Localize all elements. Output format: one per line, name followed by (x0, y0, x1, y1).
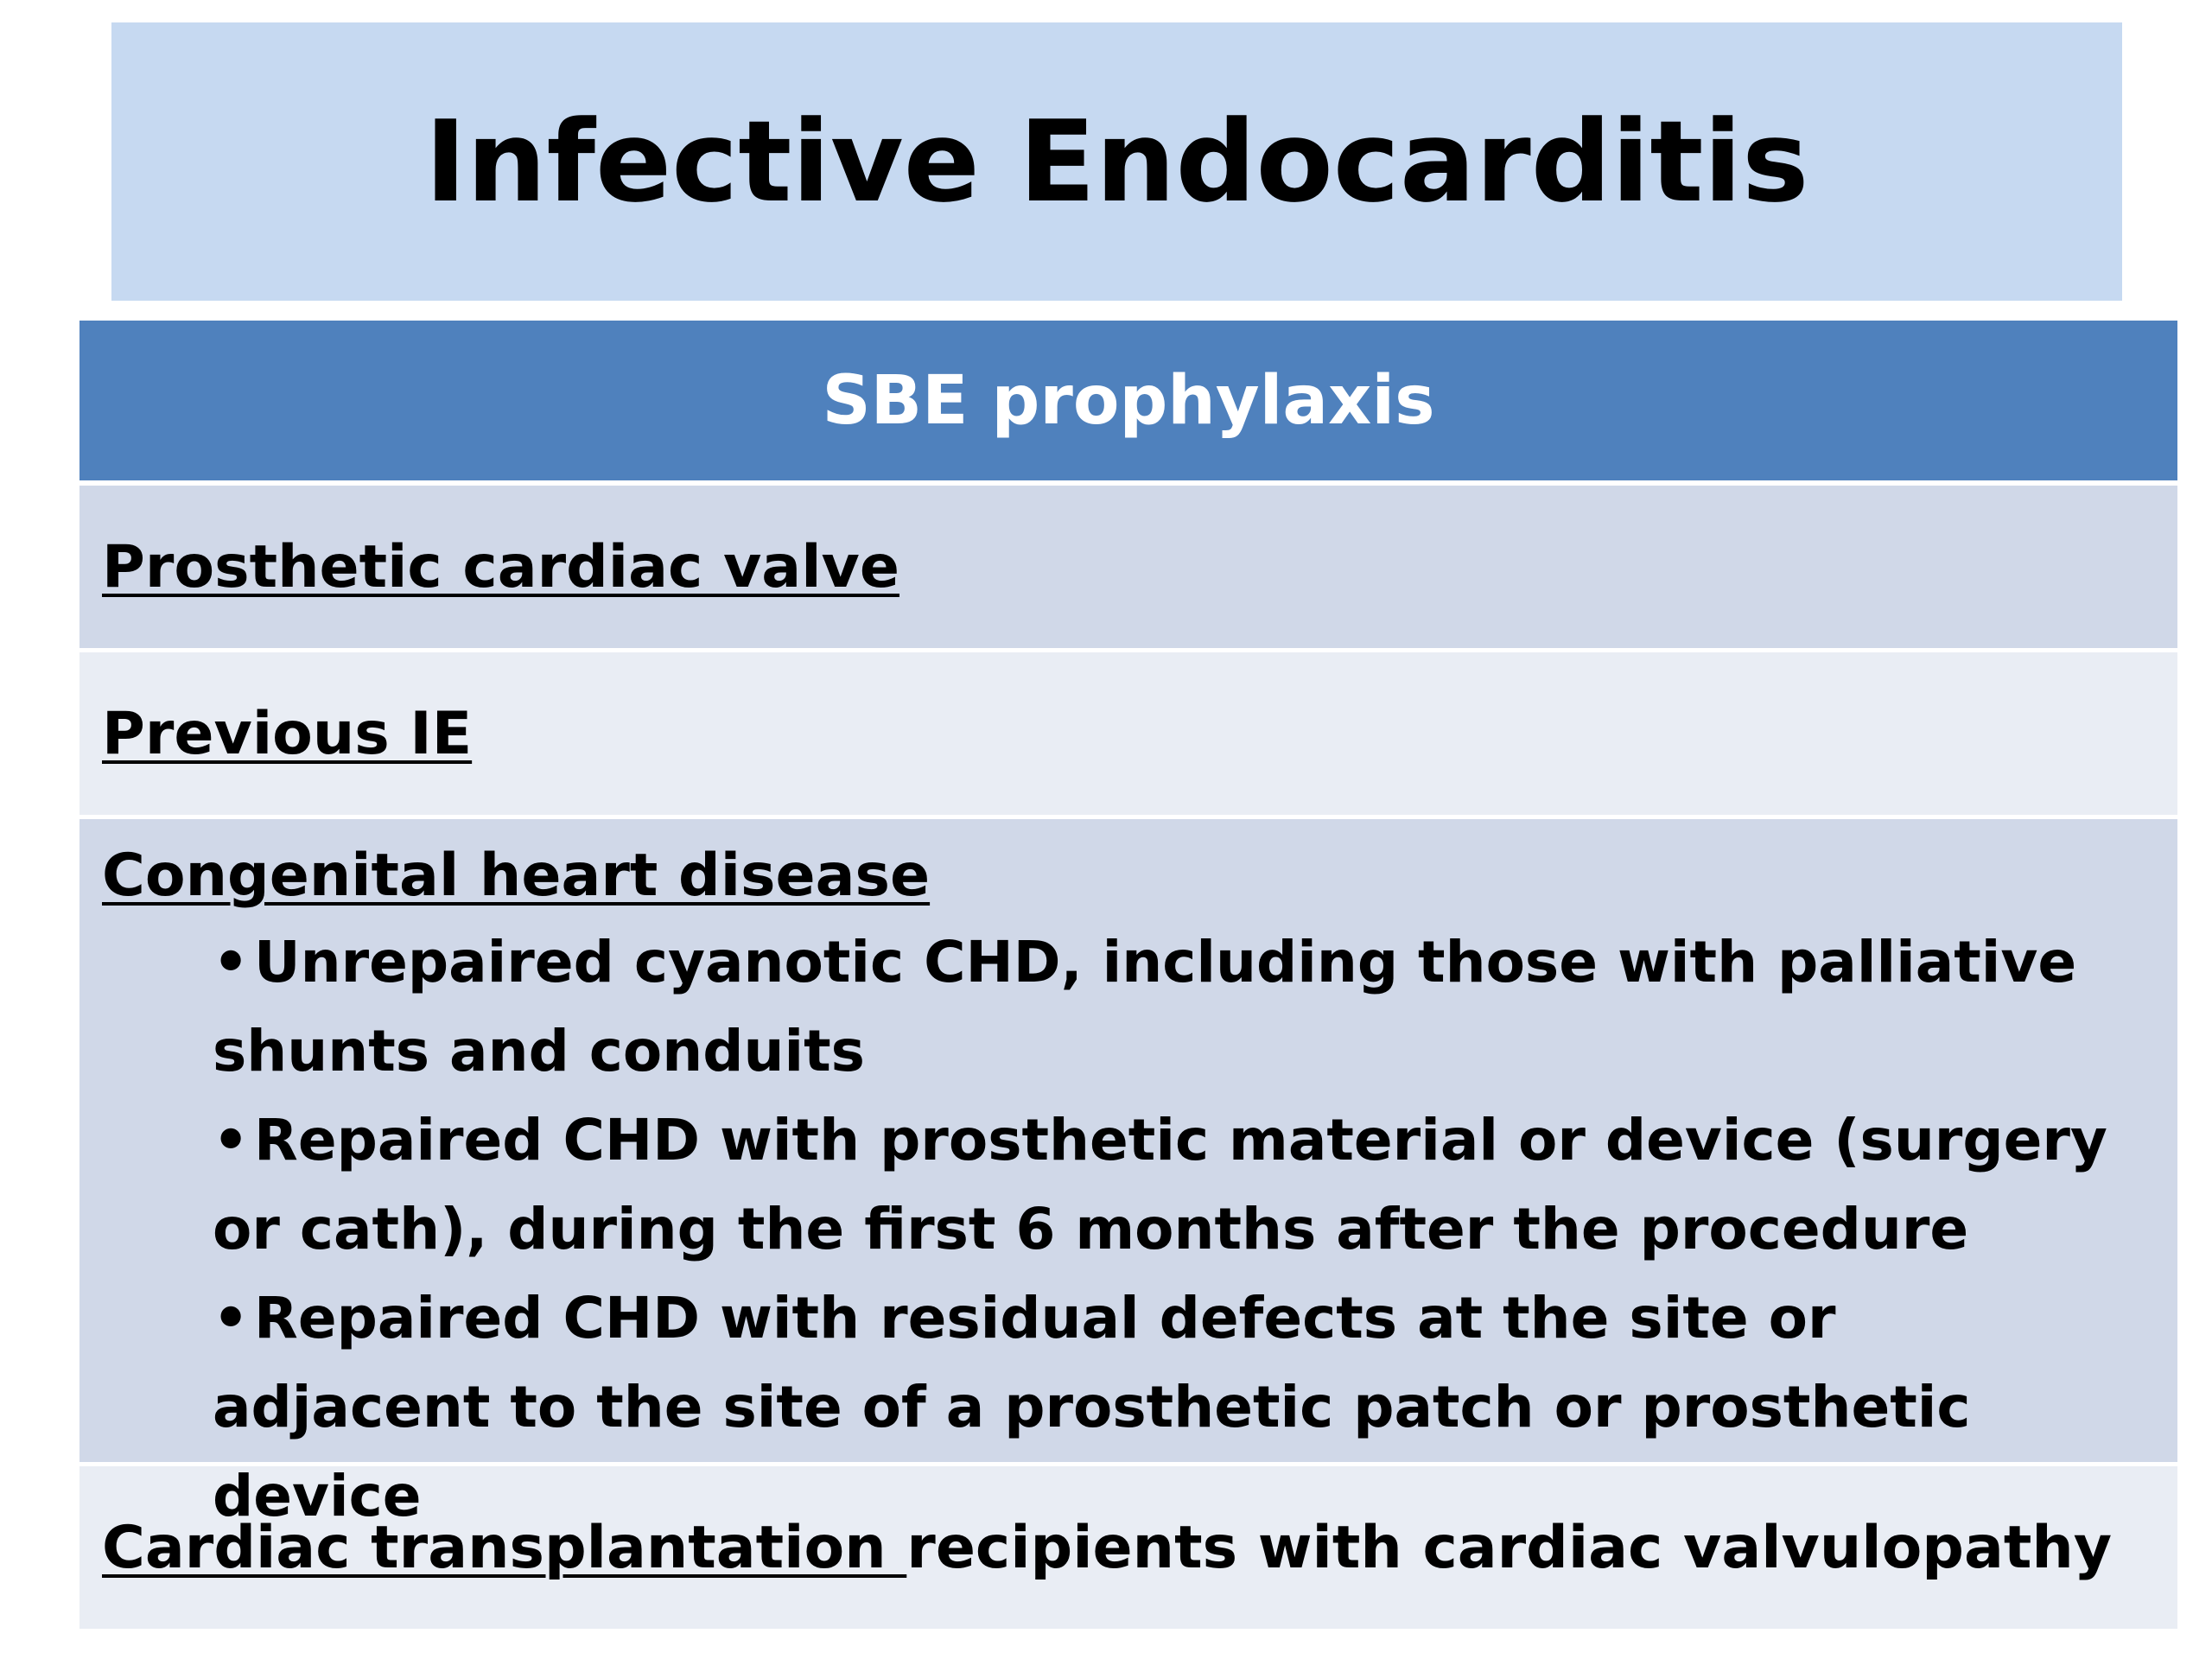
row-label-prosthetic-valve: Prosthetic cardiac valve (102, 532, 899, 601)
row-label-congenital-heart-disease: Congenital heart disease (102, 842, 931, 910)
bullet-icon: • (213, 1285, 250, 1351)
title-box (111, 22, 2122, 301)
list-item (213, 1096, 2126, 1274)
bullet-icon: • (213, 1107, 250, 1173)
bullet-text: Repaired CHD with prosthetic material or device (surgery or cath), during the first 6 months after the procedure (213, 1107, 2107, 1262)
row-label-rest: recipients with cardiac valvulopathy (906, 1513, 2113, 1582)
bullet-text: Unrepaired cyanotic CHD, including those with palliative shunts and conduits (213, 929, 2077, 1084)
table-row (79, 486, 2177, 652)
slide-title: Infective Endocarditis (424, 96, 1809, 227)
row-label-cardiac-transplantation (102, 1514, 2112, 1582)
bullet-icon: • (213, 929, 250, 995)
prophylaxis-table (79, 321, 2177, 1633)
row-label-underlined-part: Cardiac transplantation (102, 1513, 907, 1582)
list-item (213, 918, 2126, 1096)
bullet-text: Repaired CHD with residual defects at the site or adjacent to the site of a prosthetic patch or prosthetic device (213, 1285, 1971, 1529)
chd-bullet-list (213, 918, 2126, 1541)
row-label-previous-ie: Previous IE (102, 699, 473, 768)
table-header-text: SBE prophylaxis (822, 361, 1435, 440)
table-header (79, 321, 2177, 486)
table-row (79, 652, 2177, 819)
table-row (79, 819, 2177, 1529)
